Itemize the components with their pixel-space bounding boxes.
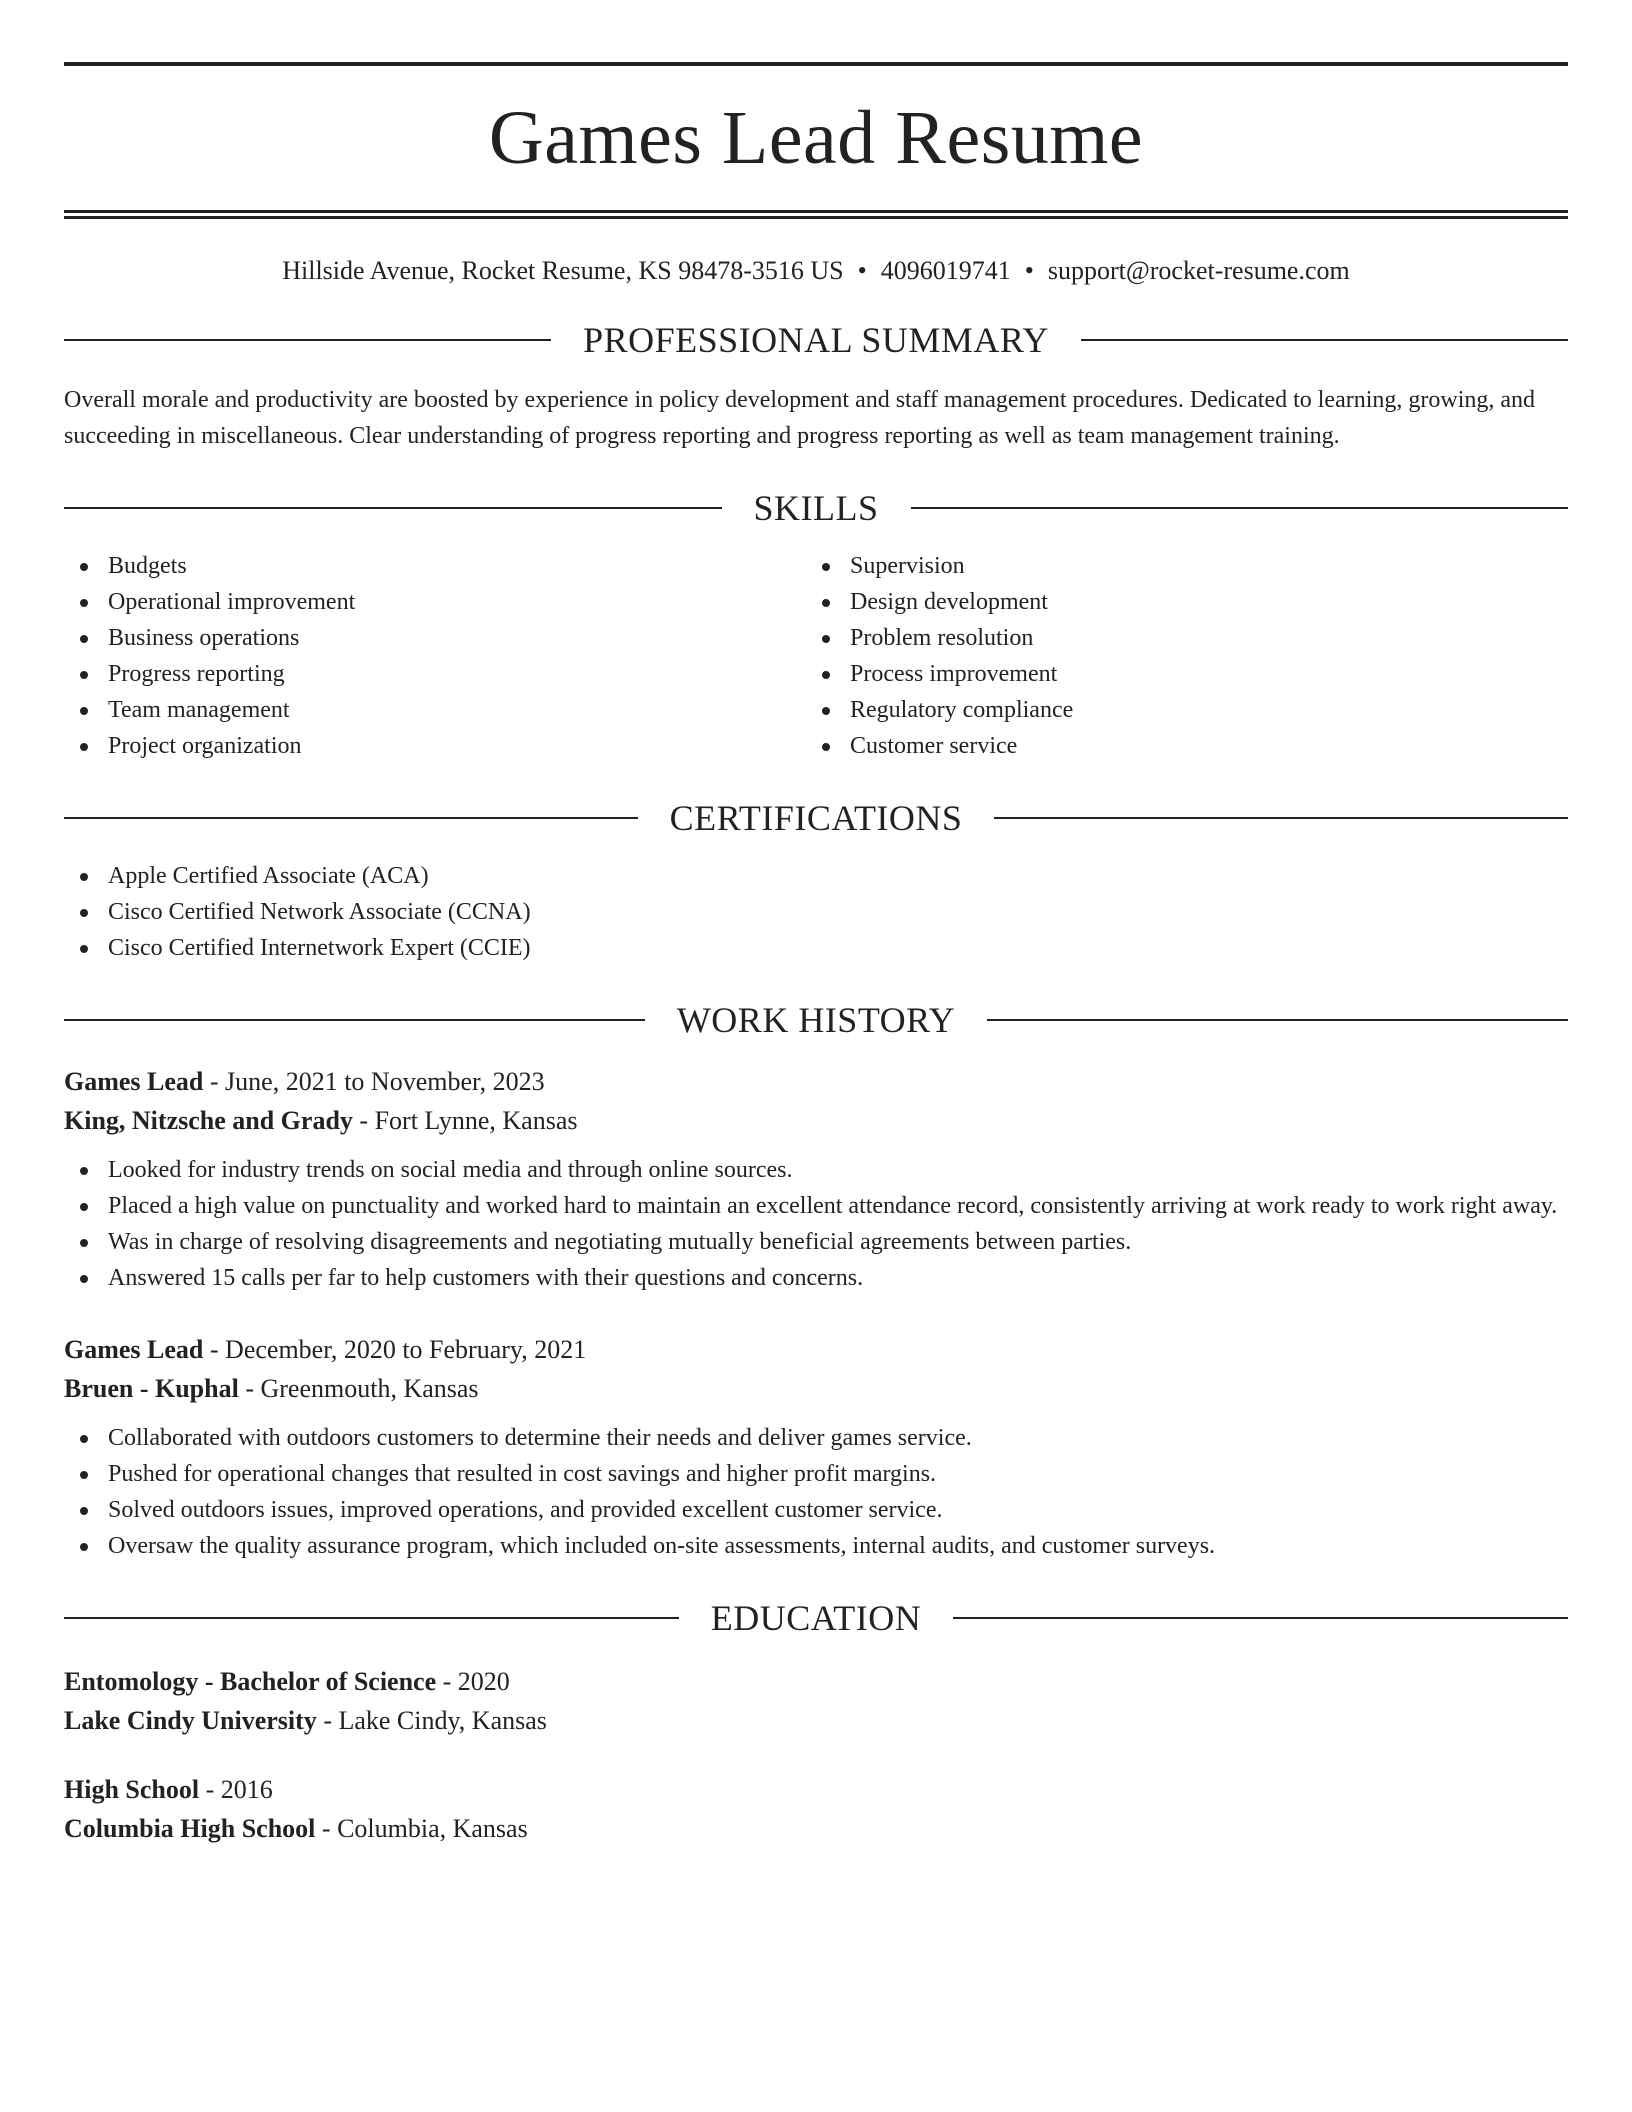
skill-item: Regulatory compliance — [806, 692, 1548, 728]
job-dates: - June, 2021 to November, 2023 — [203, 1067, 545, 1097]
section-rule — [64, 1617, 679, 1619]
section-title-certifications: CERTIFICATIONS — [669, 798, 963, 839]
contact-separator: • — [857, 256, 867, 285]
job-title: Games Lead — [64, 1335, 204, 1365]
section-rule — [953, 1617, 1568, 1619]
section-rule — [987, 1019, 1568, 1021]
skills-columns — [64, 548, 1568, 764]
education-entry — [64, 1770, 1568, 1848]
job-bullet: Was in charge of resolving disagreements and negotiating mutually beneficial agreements between parties. — [64, 1224, 1568, 1260]
contact-separator: • — [1024, 256, 1034, 285]
section-header-certifications — [64, 798, 1568, 839]
contact-email: support@rocket-resume.com — [1047, 256, 1350, 285]
skill-item: Project organization — [64, 728, 806, 764]
job-bullet: Looked for industry trends on social media and through online sources. — [64, 1152, 1568, 1188]
job-company-line — [64, 1101, 1568, 1140]
certifications-list — [64, 858, 1568, 966]
education-school: Lake Cindy University — [64, 1706, 317, 1736]
section-title-summary: PROFESSIONAL SUMMARY — [583, 320, 1049, 361]
section-title-skills: SKILLS — [753, 488, 879, 529]
section-rule — [64, 817, 638, 819]
education-location: - Columbia, Kansas — [315, 1814, 528, 1844]
skill-item: Progress reporting — [64, 656, 806, 692]
job-entry — [64, 1330, 1568, 1564]
job-bullet: Oversaw the quality assurance program, which included on-site assessments, internal audits, and customer surveys. — [64, 1528, 1568, 1564]
section-rule — [64, 507, 722, 509]
resume-title: Games Lead Resume — [488, 96, 1144, 180]
skill-item: Process improvement — [806, 656, 1548, 692]
job-title-line — [64, 1330, 1568, 1369]
section-header-skills — [64, 488, 1568, 529]
education-degree-line — [64, 1662, 1568, 1701]
education-degree: High School — [64, 1775, 200, 1805]
summary-text: Overall morale and productivity are boosted by experience in policy development and staff management procedures. Dedicated to learning, growing, and succeeding in miscellaneous. Clear understanding of progress reporting and progress reporting as well as team management training. — [64, 387, 1536, 450]
section-rule — [64, 339, 551, 341]
certification-item: Cisco Certified Network Associate (CCNA) — [64, 894, 1568, 930]
job-bullets — [64, 1420, 1568, 1564]
education-school-line — [64, 1809, 1568, 1848]
job-bullet: Solved outdoors issues, improved operations, and provided excellent customer service. — [64, 1492, 1568, 1528]
section-header-education — [64, 1598, 1568, 1639]
section-title-work-history: WORK HISTORY — [676, 1000, 956, 1041]
education-school-line — [64, 1701, 1568, 1740]
contact-line — [64, 255, 1568, 286]
skills-list-left — [64, 548, 806, 764]
job-bullet: Pushed for operational changes that resulted in cost savings and higher profit margins. — [64, 1456, 1568, 1492]
job-bullet: Answered 15 calls per far to help customers with their questions and concerns. — [64, 1260, 1568, 1296]
contact-phone: 4096019741 — [880, 256, 1011, 285]
skills-list-right — [806, 548, 1548, 764]
job-location: - Fort Lynne, Kansas — [352, 1106, 578, 1136]
job-bullets — [64, 1152, 1568, 1296]
skill-item: Design development — [806, 584, 1548, 620]
section-header-summary — [64, 320, 1568, 361]
job-title: Games Lead — [64, 1067, 204, 1097]
job-bullet: Collaborated with outdoors customers to determine their needs and deliver games service. — [64, 1420, 1568, 1456]
job-entry — [64, 1062, 1568, 1296]
job-location: - Greenmouth, Kansas — [238, 1374, 479, 1404]
resume-page — [64, 62, 1568, 1848]
education-year: - 2016 — [199, 1775, 273, 1805]
skill-item: Budgets — [64, 548, 806, 584]
job-bullet: Placed a high value on punctuality and worked hard to maintain an excellent attendance record, consistently arriving at work ready to work right away. — [64, 1188, 1568, 1224]
job-dates: - December, 2020 to February, 2021 — [203, 1335, 587, 1365]
job-company-line — [64, 1369, 1568, 1408]
section-header-work-history — [64, 1000, 1568, 1041]
section-rule — [994, 817, 1568, 819]
education-year: - 2020 — [436, 1667, 510, 1697]
section-rule — [1081, 339, 1568, 341]
skill-item: Customer service — [806, 728, 1548, 764]
skill-item: Team management — [64, 692, 806, 728]
top-rule — [64, 62, 1568, 66]
title-double-rule — [64, 210, 1568, 219]
job-title-line — [64, 1062, 1568, 1101]
skill-item: Supervision — [806, 548, 1548, 584]
section-rule — [911, 507, 1569, 509]
skill-item: Operational improvement — [64, 584, 806, 620]
education-entry — [64, 1662, 1568, 1740]
education-location: - Lake Cindy, Kansas — [316, 1706, 547, 1736]
skill-item: Business operations — [64, 620, 806, 656]
skill-item: Problem resolution — [806, 620, 1548, 656]
education-degree-line — [64, 1770, 1568, 1809]
education-school: Columbia High School — [64, 1814, 316, 1844]
certification-item: Cisco Certified Internetwork Expert (CCIE) — [64, 930, 1568, 966]
job-company: King, Nitzsche and Grady — [64, 1106, 353, 1136]
contact-address: Hillside Avenue, Rocket Resume, KS 98478-3516 US — [282, 256, 844, 285]
job-company: Bruen - Kuphal — [64, 1374, 239, 1404]
education-degree: Entomology - Bachelor of Science — [64, 1667, 437, 1697]
section-title-education: EDUCATION — [710, 1598, 922, 1639]
certification-item: Apple Certified Associate (ACA) — [64, 858, 1568, 894]
section-rule — [64, 1019, 645, 1021]
